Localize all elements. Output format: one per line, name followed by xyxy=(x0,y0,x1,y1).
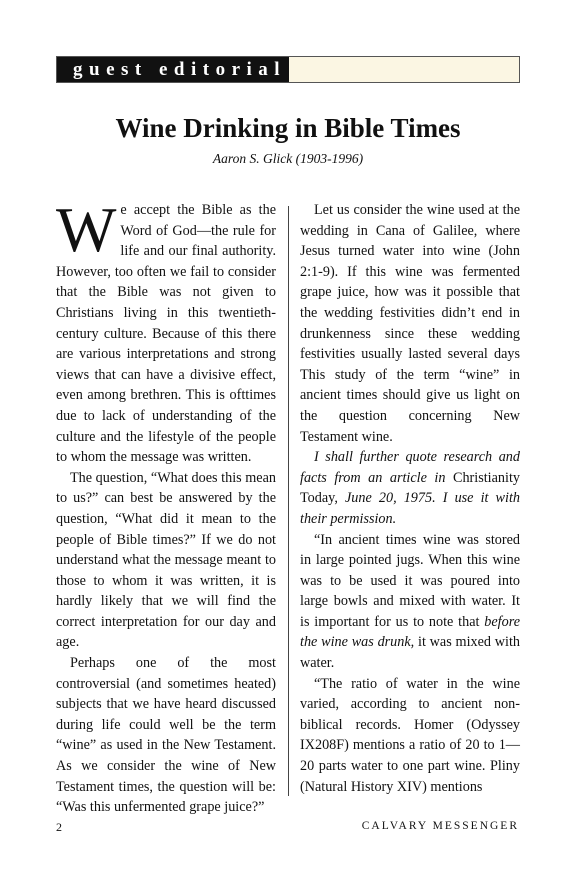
section-label: guest editorial xyxy=(57,57,289,82)
italic-text: June 20, 1975. I use it with their permission. xyxy=(300,490,521,527)
paragraph: Let us consider the wine used at the wedding in Cana of Galilee, where Jesus turned water into wine (John 2:1-9). If this wine was fermented grape juice, how was it possible that the wedding festivities didn’t end in drunkenness since these wedding festivities usually lasted several days This study of the term “wine” in ancient times should give us light on the question concerning New Testament wine. xyxy=(300,202,520,445)
italic-text: I shall further quote research and facts from an article in xyxy=(300,449,520,486)
article-title: Wine Drinking in Bible Times xyxy=(115,113,461,143)
publication-name-footer: CALVARY MESSENGER xyxy=(361,820,519,832)
paragraph: Perhaps one of the most controversial (and sometimes heated) subjects that we have heard discussed during life could well be the term “wine” as used in the New Testament. As we consider the wine of New Testament times, the question will be: “Was this unfermented grape juice?” xyxy=(56,655,276,816)
column-divider xyxy=(288,206,289,796)
paragraph xyxy=(56,194,276,468)
emphasis-text: before the wine was drunk, xyxy=(300,613,520,651)
article-author: Aaron S. Glick (1903-1996) xyxy=(212,151,364,166)
right-column xyxy=(300,200,520,797)
quote-text: “In ancient times wine was stored in large pointed jugs. When this wine was to be used it was poured into large bowls and mixed with water. It is important for us to note that xyxy=(300,531,520,630)
drop-cap: W xyxy=(56,194,117,265)
publication-name: Christianity Today, xyxy=(300,469,520,507)
paragraph: “The ratio of water in the wine varied, according to ancient non-biblical records. Homer (Odyssey IX208F) mentions a ratio of 20 to 1—20 parts water to one part wine. Pliny (Natural History XIV) mentions xyxy=(300,675,520,795)
paragraph xyxy=(300,447,520,529)
left-column xyxy=(56,194,276,818)
paragraph-text: e accept the Bible as the Word of God—the rule for life and our final authority. However, too often we fail to consider that the Bible was not given to Christians living in this twentieth-century culture. Because of this there are various interpretations and strong views that can have a divisive effect, even among brethren. This is ofttimes due to lack of understanding of the culture and the lifestyle of the people to whom the message was written. xyxy=(56,202,276,466)
paragraph xyxy=(300,530,520,674)
page-number: 2 xyxy=(56,820,62,834)
section-banner xyxy=(56,56,520,83)
paragraph: The question, “What does this mean to us?” can best be answered by the question, “What did it mean to the people of Bible times?” If we do not understand what the message meant to those to whom it was written, it is hardly likely that we will find the correct interpretation for our day and age. xyxy=(56,469,276,651)
quote-text: it was mixed with water. xyxy=(300,634,521,672)
